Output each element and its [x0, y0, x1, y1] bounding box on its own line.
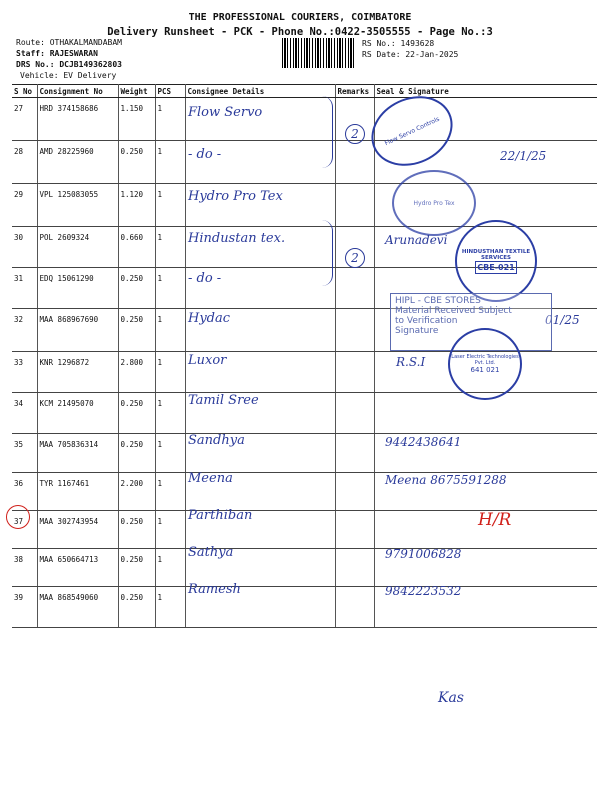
table-row [12, 184, 597, 227]
row-weight: 2.200 [118, 473, 155, 511]
col-signature: Seal & Signature [374, 85, 597, 98]
row-weight: 0.250 [118, 434, 155, 473]
table-row [12, 473, 597, 511]
row-pcs: 1 [155, 141, 185, 184]
row-sno: 33 [12, 352, 37, 393]
table-row [12, 393, 597, 434]
row-consignment: AMD 28225960 [37, 141, 118, 184]
document-title: THE PROFESSIONAL COURIERS, COIMBATORE [188, 12, 412, 23]
row-remarks [335, 434, 374, 473]
handwritten-consignee: - do - [188, 147, 222, 162]
handwritten-consignee: Tamil Sree [188, 393, 259, 408]
remark-circle-2: 2 [345, 124, 365, 144]
row-weight: 1.120 [118, 184, 155, 227]
handwritten-consignee: Flow Servo [188, 105, 263, 120]
document-subtitle: Delivery Runsheet - PCK - Phone No.:0422-3505555 - Page No.:3 [107, 26, 493, 38]
footer-initials: Kas [438, 690, 464, 706]
handwritten-signature: Arunadevi [385, 233, 448, 247]
handwritten-consignee: Luxor [188, 353, 227, 368]
hindusthan-seal-code: CBE-021 [477, 262, 515, 272]
row-weight: 0.250 [118, 268, 155, 309]
row-remarks [335, 309, 374, 352]
staff-name: RAJESWARAN [49, 49, 98, 58]
row-pcs: 1 [155, 511, 185, 549]
hipl-line4: Signature [395, 326, 439, 336]
row-pcs: 1 [155, 309, 185, 352]
row-pcs: 1 [155, 184, 185, 227]
brace-mark [322, 220, 333, 286]
remark-circle-2: 2 [345, 248, 365, 268]
row-pcs: 1 [155, 268, 185, 309]
row-consignment: KNR 1296872 [37, 352, 118, 393]
handwritten-signature: H/R [478, 510, 512, 530]
row-sno: 31 [12, 268, 37, 309]
row-pcs: 1 [155, 98, 185, 141]
row-sno: 38 [12, 549, 37, 587]
row-consignment: MAA 705836314 [37, 434, 118, 473]
row-sno: 29 [12, 184, 37, 227]
barcode [282, 38, 355, 68]
table-row [12, 587, 597, 628]
col-consignee: Consignee Details [185, 85, 335, 98]
row-weight: 0.250 [118, 587, 155, 628]
col-sno: S No [12, 85, 37, 98]
handwritten-signature: 9842223532 [385, 584, 462, 598]
row-weight: 2.800 [118, 352, 155, 393]
row-pcs: 1 [155, 352, 185, 393]
servo-stamp: Flow Servo Controls [360, 83, 464, 178]
row-remarks [335, 473, 374, 511]
row-sno: 27 [12, 98, 37, 141]
hindusthan-seal [455, 220, 537, 302]
row-weight: 0.660 [118, 227, 155, 268]
row-consignment: KCM 21495070 [37, 393, 118, 434]
drs-number: DCJB149362803 [59, 60, 122, 69]
row-sno: 32 [12, 309, 37, 352]
row-consignment: VPL 125083055 [37, 184, 118, 227]
handwritten-consignee: Hindustan tex. [188, 231, 286, 246]
rs-number: RS No.: 1493628 [362, 39, 435, 48]
handwritten-consignee: - do - [188, 271, 222, 286]
hipl-line2: Material Received Subject [395, 306, 512, 316]
row-consignment: MAA 650664713 [37, 549, 118, 587]
handwritten-signature: 9442438641 [385, 435, 462, 449]
handwritten-signature: 9791006828 [385, 547, 462, 561]
row-consignment: EDQ 15061290 [37, 268, 118, 309]
row-consignment: MAA 868967690 [37, 309, 118, 352]
table-row [12, 549, 597, 587]
row-weight: 0.250 [118, 393, 155, 434]
handwritten-signature: 01/25 [545, 313, 580, 327]
col-consignment: Consignment No [37, 85, 118, 98]
laser-seal-text: Laser Electric Technologies Pvt. Ltd. [451, 354, 519, 366]
row-sno: 36 [12, 473, 37, 511]
handwritten-consignee: Hydro Pro Tex [188, 189, 283, 204]
row-consignment: HRD 374158686 [37, 98, 118, 141]
handwritten-consignee: Ramesh [188, 582, 241, 597]
rs-date: RS Date: 22-Jan-2025 [362, 50, 459, 59]
row-weight: 0.250 [118, 309, 155, 352]
row-consignment: TYR 1167461 [37, 473, 118, 511]
row-pcs: 1 [155, 473, 185, 511]
row-remarks [335, 393, 374, 434]
handwritten-consignee: Sathya [188, 545, 234, 560]
handwritten-consignee: Sandhya [188, 433, 245, 448]
row-remarks [335, 352, 374, 393]
row-pcs: 1 [155, 549, 185, 587]
row-sno: 28 [12, 141, 37, 184]
col-remarks: Remarks [335, 85, 374, 98]
staff-label: Staff: [16, 49, 45, 58]
row-remarks [335, 587, 374, 628]
route-text: Route: OTHAKALMANDABAM [16, 38, 122, 47]
hydro-stamp: Hydro Pro Tex [392, 170, 476, 236]
handwritten-signature: 22/1/25 [500, 149, 547, 163]
handwritten-consignee: Meena [188, 471, 233, 486]
row-sno: 30 [12, 227, 37, 268]
row-sno: 37 [12, 511, 37, 549]
brace-mark [322, 96, 333, 168]
row-sno: 35 [12, 434, 37, 473]
row-consignment: MAA 868549060 [37, 587, 118, 628]
row-consignment: MAA 302743954 [37, 511, 118, 549]
row-weight: 0.250 [118, 549, 155, 587]
row-pcs: 1 [155, 434, 185, 473]
row-sno: 34 [12, 393, 37, 434]
vehicle-text: Vehicle: EV Delivery [20, 71, 117, 80]
row-sno: 39 [12, 587, 37, 628]
row-remarks [335, 549, 374, 587]
handwritten-signature: Meena 8675591288 [385, 473, 507, 487]
row-weight: 1.150 [118, 98, 155, 141]
row-remarks [335, 184, 374, 227]
handwritten-consignee: Parthiban [188, 508, 253, 523]
row-pcs: 1 [155, 227, 185, 268]
laser-seal-code: 641 021 [470, 366, 500, 374]
table-row [12, 434, 597, 473]
row-pcs: 1 [155, 587, 185, 628]
handwritten-signature: R.S.I [396, 355, 426, 369]
table-header-row [12, 85, 597, 98]
staff-line [16, 49, 98, 58]
row-weight: 0.250 [118, 511, 155, 549]
table-row [12, 98, 597, 141]
row-remarks [335, 141, 374, 184]
row-pcs: 1 [155, 393, 185, 434]
laser-seal [448, 328, 522, 400]
row-consignment: POL 2609324 [37, 227, 118, 268]
hipl-line3: to Verification [395, 316, 458, 326]
hindusthan-seal-text: HINDUSTHAN TEXTILE SERVICES [461, 248, 531, 261]
handwritten-consignee: Hydac [188, 311, 231, 326]
drs-label: DRS No.: [16, 60, 55, 69]
col-pcs: PCS [155, 85, 185, 98]
highlight-circle [6, 505, 30, 529]
drs-line [16, 60, 122, 69]
col-weight: Weight [118, 85, 155, 98]
hipl-line1: HIPL - CBE STORES [395, 296, 481, 306]
row-weight: 0.250 [118, 141, 155, 184]
row-remarks [335, 268, 374, 309]
row-remarks [335, 511, 374, 549]
